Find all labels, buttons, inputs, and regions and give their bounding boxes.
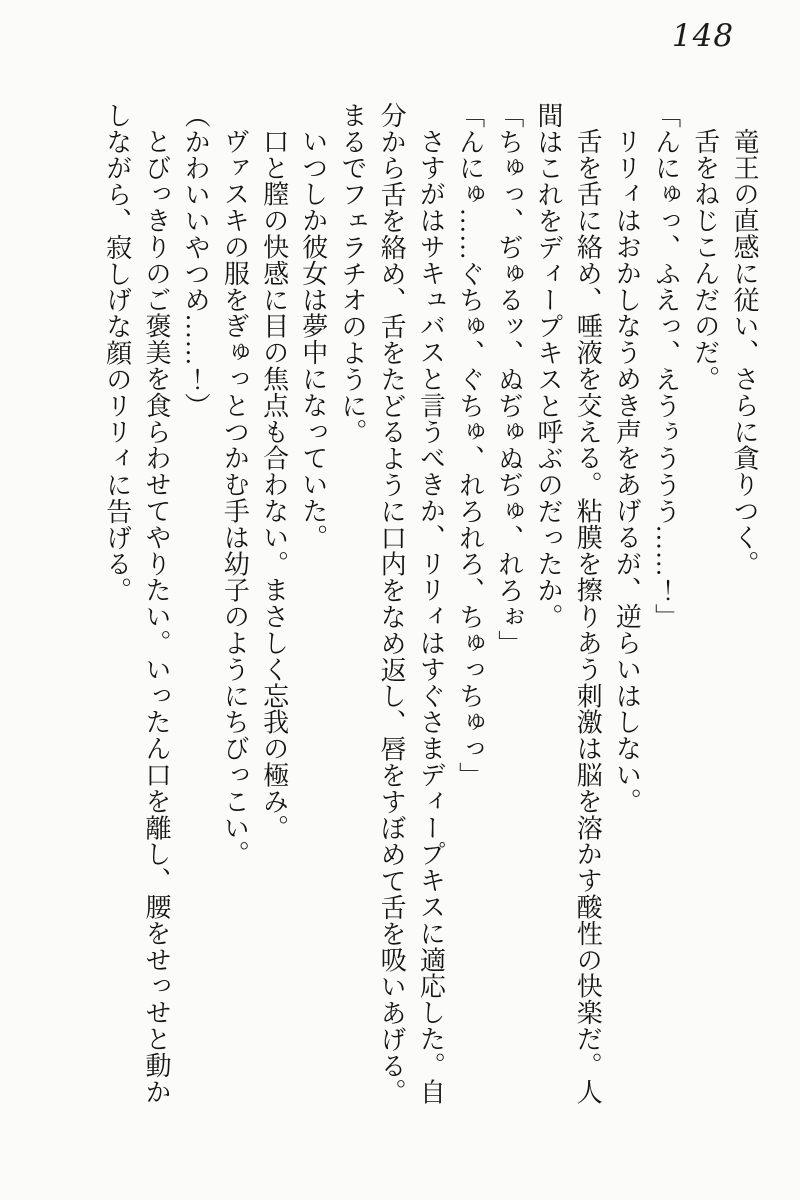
- text-line: 口と膣の快感に目の焦点も合わない。まさしく忘我の極み。: [259, 128, 289, 841]
- text-line: まるでフェラチオのように。: [337, 102, 367, 446]
- text-line: リリィはおかしなうめき声をあげるが、逆らいはしない。: [612, 128, 642, 815]
- text-line: 竜王の直感に従い、さらに貪りつく。: [730, 128, 759, 577]
- text-line: 「ちゅっ、ぢゅるッ、ぬぢゅぬぢゅ、れろぉ」: [494, 102, 524, 657]
- text-line: しながら、寂しげな顔のリリィに告げる。: [102, 102, 132, 604]
- text-line: さすがはサキュバスと言うべきか、リリィはすぐさまディープキスに適応した。自: [416, 128, 446, 1105]
- text-columns: [98, 102, 764, 1114]
- text-line: とびっきりのご褒美を食らわせてやりたい。いったん口を離し、腰をせっせと動か: [141, 128, 171, 1105]
- text-line: 「んにゅ……ぐちゅ、ぐちゅ、れろれろ、ちゅっちゅっ」: [455, 102, 485, 789]
- page-number: 148: [671, 18, 735, 54]
- text-line: 舌をねじこんだのだ。: [690, 128, 720, 392]
- text-line: 「んにゅっ、ふえっ、えうぅううう……！」: [651, 102, 681, 630]
- text-line: 分から舌を絡め、舌をたどるように口内をなめ返し、唇をすぼめて舌を吸いあげる。: [377, 102, 407, 1106]
- text-line: 舌を舌に絡め、唾液を交える。粘膜を擦りあう刺激は脳を溶かす酸性の快楽だ。人: [573, 128, 603, 1105]
- text-line: ヴァスキの服をぎゅっとつかむ手は幼子のようにちびっこい。: [220, 128, 250, 868]
- text-line: 間はこれをディープキスと呼ぶのだったか。: [533, 102, 563, 630]
- text-line: いつしか彼女は夢中になっていた。: [298, 128, 328, 551]
- text-line: （かわいいやつめ……！）: [181, 102, 211, 419]
